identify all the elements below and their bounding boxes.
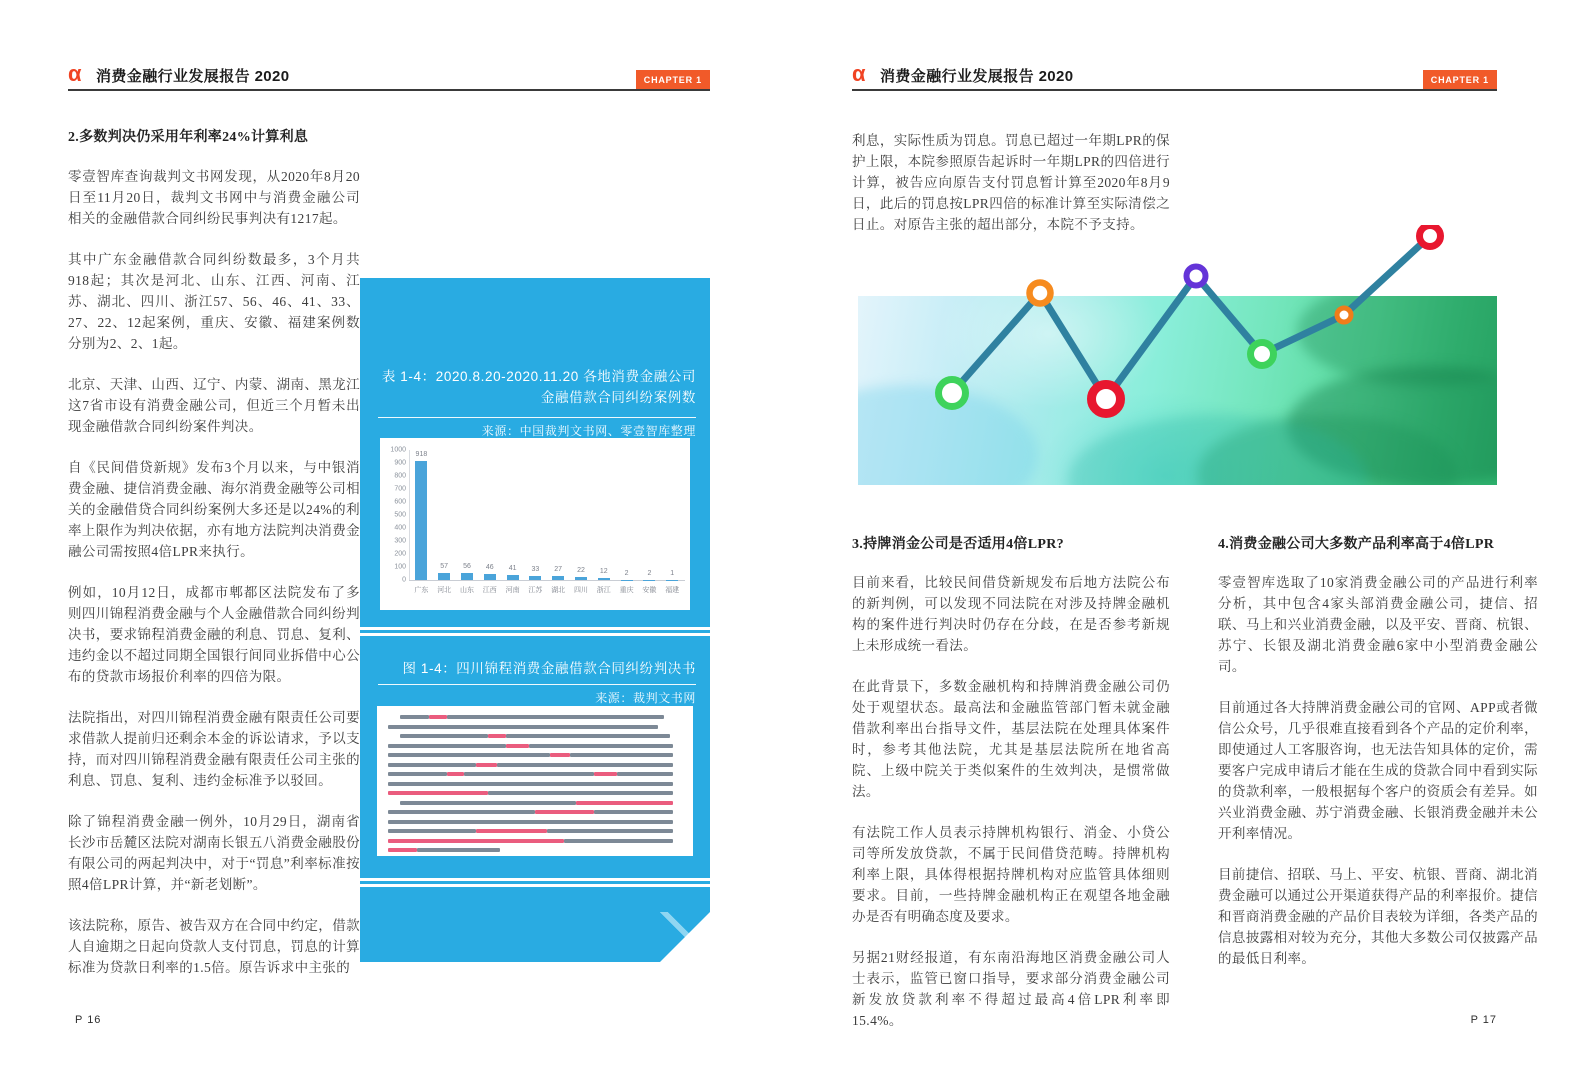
bar-category-label: 广东 [414, 587, 429, 594]
bar-category-label: 四川 [574, 587, 588, 594]
bar [529, 576, 541, 580]
section4-paragraphs [1218, 572, 1538, 969]
bar-value-label: 22 [577, 567, 585, 575]
bar-chart [380, 438, 690, 610]
page-header-right [852, 61, 1497, 91]
paragraph: 自《民间借贷新规》发布3个月以来，与中银消费金融、捷信消费金融、海尔消费金融等公司相关的金融借贷合同纠纷案例大多还是以24%的利率上限作为判决依据，亦有地方法院判决消费金融公司需按照4倍LPR来执行。 [68, 460, 360, 559]
doc-text-line [388, 715, 682, 719]
bar-value-label: 57 [440, 562, 449, 570]
bar-category-label: 河北 [437, 587, 452, 594]
bar-category-label: 山东 [460, 587, 474, 594]
decorative-line-chart [858, 225, 1497, 485]
data-point-marker [1337, 308, 1351, 322]
report-title: 消费金融行业发展报告 2020 [96, 68, 290, 85]
paragraph: 法院指出，对四川锦程消费金融有限责任公司要求借款人提前归还剩余本金的诉讼请求，予以支持，而对四川锦程消费金融有限责任公司主张的利息、罚息、复利、违约金标准予以驳回。 [68, 710, 360, 788]
report-title: 消费金融行业发展报告 2020 [880, 68, 1074, 85]
doc-text-line [388, 791, 682, 795]
doc-text-line [388, 801, 682, 805]
bar-value-label: 12 [599, 568, 608, 576]
paragraph: 该法院称，原告、被告双方在合同中约定，借款人自逾期之日起向贷款人支付罚息，罚息的计算标准为贷款日利率的1.5倍。原告诉求中主张的 [68, 918, 360, 975]
y-axis-tick: 900 [394, 459, 406, 467]
section4-heading: 4.消费金融公司大多数产品利率高于4倍LPR [1218, 537, 1495, 552]
top-paragraph: 利息，实际性质为罚息。罚息已超过一年期LPR的保护上限，本院参照原告起诉时一年期LPR的四倍进行计算，被告应向原告支付罚息暂计算至2020年8月9日，此后的罚息按LPR四倍的标准计算至实际清偿之日止。对原告主张的超出部分，本院不予支持。 [852, 133, 1170, 232]
doc-text-line [388, 820, 682, 824]
y-axis-tick: 700 [394, 485, 406, 493]
doc-text-line [388, 734, 682, 738]
bar-category-label: 重庆 [619, 587, 634, 594]
paragraph: 在此背景下，多数金融机构和持牌消费金融公司仍处于观望状态。最高法和金融监管部门暂未就金融借款利率出台指导文件，基层法院在处理具体案件时，参考其他法院，尤其是基层法院所在地省高院、上级中院关于类似案件的生效判决，是惯常做法。 [852, 679, 1170, 799]
figure-1-4-source: 来源：裁判文书网 [595, 691, 696, 705]
y-axis-tick: 800 [394, 472, 406, 480]
y-axis-tick: 200 [394, 550, 406, 558]
data-point-marker [939, 380, 966, 407]
bar-category-label: 浙江 [596, 587, 611, 594]
section3-paragraphs [852, 572, 1170, 1031]
divider-line [378, 417, 696, 418]
bar-category-label: 江苏 [528, 587, 543, 594]
doc-text-line [388, 829, 682, 833]
section2-heading: 2.多数判决仍采用年利率24%计算利息 [68, 130, 309, 145]
paragraph: 零壹智库选取了10家消费金融公司的产品进行利率分析，其中包含4家头部消费金融公司，捷信、招联、马上和兴业消费金融，以及平安、晋商、杭银、苏宁、长银及湖北消费金融6家中小型消费金融公司。 [1218, 575, 1538, 674]
chapter-badge: CHAPTER 1 [636, 70, 710, 89]
bar [438, 573, 450, 580]
bar [598, 578, 610, 580]
doc-text-line [388, 772, 682, 776]
y-axis-tick: 100 [394, 563, 406, 571]
bar [575, 577, 587, 580]
chapter-badge: CHAPTER 1 [1423, 70, 1497, 89]
section3-column [852, 533, 1170, 1051]
page-number-left: P 16 [75, 1014, 102, 1026]
bar [415, 461, 427, 580]
bar-category-label: 安徽 [642, 587, 657, 594]
doc-text-line [388, 839, 682, 843]
info-panel [360, 278, 710, 962]
y-axis-tick: 500 [394, 511, 406, 519]
data-point-marker [1251, 343, 1274, 366]
bar-value-label: 46 [485, 564, 494, 572]
figure-1-4-title: 图 1-4：四川锦程消费金融借款合同纠纷判决书 [402, 661, 696, 676]
panel-corner-cut [660, 912, 710, 962]
paragraph: 目前捷信、招联、马上、平安、杭银、晋商、湖北消费金融可以通过公开渠道获得产品的利率报价。捷信和晋商消费金融的产品价目表较为详细，各类产品的信息披露相对较为充分，其他大多数公司仅披露产品的最低日利率。 [1218, 867, 1538, 966]
divider-line [378, 684, 696, 685]
section4-column [1218, 533, 1538, 989]
x-axis-line [409, 580, 685, 581]
brand-logo-icon: α [68, 61, 82, 86]
section3-heading: 3.持牌消金公司是否适用4倍LPR? [852, 537, 1064, 552]
data-point-marker [1187, 267, 1206, 286]
data-point-marker [1092, 385, 1121, 414]
doc-text-line [388, 753, 682, 757]
bar-category-label: 河南 [505, 587, 520, 594]
bar [461, 573, 473, 580]
bar-value-label: 918 [415, 450, 428, 458]
bar-value-label: 33 [531, 565, 540, 573]
double-divider [360, 627, 710, 636]
y-axis-tick: 1000 [390, 446, 406, 454]
bar [484, 574, 496, 580]
bar-value-label: 1 [670, 569, 675, 577]
bar [552, 576, 564, 580]
data-point-marker [1030, 283, 1051, 304]
double-divider [360, 878, 710, 887]
y-axis-tick: 300 [394, 537, 406, 545]
bar-category-label: 江西 [482, 587, 497, 594]
bar [507, 575, 519, 580]
paragraph: 另据21财经报道，有东南沿海地区消费金融公司人士表示，监管已窗口指导，要求部分消费金融公司新发放贷款利率不得超过最高4倍LPR利率即15.4%。 [852, 950, 1170, 1028]
paragraph: 目前通过各大持牌消费金融公司的官网、APP或者微信公众号，几乎很难直接看到各个产品的定价利率，即使通过人工客服咨询，也无法告知具体的定价，需要客户完成申请后才能在生成的贷款合同中看到实际的贷款利率，一般根据每个客户的资质会有差异。如兴业消费金融、苏宁消费金融、长银消费金融并未公开利率情况。 [1218, 700, 1538, 841]
doc-text-line [388, 848, 682, 852]
paragraph: 除了锦程消费金融一例外，10月29日，湖南省长沙市岳麓区法院对湖南长银五八消费金融股份有限公司的两起判决中，对于“罚息”利率标准按照4倍LPR计算，并“新老划断”。 [68, 814, 360, 892]
y-axis-line [409, 450, 410, 580]
bar-value-label: 27 [554, 566, 563, 574]
brand-logo-icon: α [852, 61, 866, 86]
table-1-4-source: 来源：中国裁判文书网、零壹智库整理 [481, 424, 696, 438]
left-column-paragraphs [68, 166, 360, 998]
table-1-4-title: 表 1-4：2020.8.20-2020.11.20 各地消费金融公司金融借款合同纠纷案例数 [381, 369, 696, 405]
y-axis-tick: 0 [402, 576, 406, 584]
y-axis-tick: 600 [394, 498, 406, 506]
paragraph: 目前来看，比较民间借贷新规发布后地方法院公布的新判例，可以发现不同法院在对涉及持牌金融机构的案件进行判决时仍存在分歧，在是否参考新规上未形成统一看法。 [852, 575, 1170, 653]
data-point-marker [1420, 226, 1441, 247]
doc-text-line [388, 810, 682, 814]
judgment-doc-preview [377, 706, 693, 856]
bar-value-label: 2 [624, 569, 629, 577]
doc-text-line [388, 725, 682, 729]
doc-text-line [388, 782, 682, 786]
doc-text-line [388, 763, 682, 767]
paragraph: 北京、天津、山西、辽宁、内蒙、湖南、黑龙江这7省市设有消费金融公司，但近三个月暂未出现金融借款合同纠纷案件判决。 [68, 377, 360, 434]
page-number-right: P 17 [1470, 1014, 1497, 1026]
page-header-left [68, 61, 710, 91]
paragraph: 其中广东金融借款合同纠纷数最多，3个月共918起；其次是河北、山东、江西、河南、江苏、湖北、四川、浙江57、56、46、41、33、27、22、12起案例，重庆、安徽、福建案例数分别为2、2、1起。 [68, 252, 360, 351]
paragraph: 零壹智库查询裁判文书网发现，从2020年8月20日至11月20日，裁判文书网中与消费金融公司相关的金融借款合同纠纷民事判决有1217起。 [68, 169, 360, 226]
y-axis-tick: 400 [394, 524, 406, 532]
bar-value-label: 41 [508, 564, 517, 572]
bar-category-label: 福建 [665, 587, 680, 594]
paragraph: 例如，10月12日，成都市郫都区法院发布了多则四川锦程消费金融与个人金融借款合同纠纷判决书，要求锦程消费金融的利息、罚息、复利、违约金以不超过同期全国银行间同业拆借中心公布的贷款市场报价利率的四倍为限。 [68, 585, 360, 684]
bar-value-label: 2 [647, 569, 652, 577]
hero-image [858, 225, 1497, 485]
bar-value-label: 56 [463, 562, 471, 570]
doc-text-line [388, 744, 682, 748]
paragraph: 有法院工作人员表示持牌机构银行、消金、小贷公司等所发放贷款，不属于民间借贷范畴。持牌机构利率上限，具体得根据持牌机构对应监管具体细则要求。目前，一些持牌金融机构正在观望各地金融办是否有明确态度及要求。 [852, 825, 1170, 924]
bar-category-label: 湖北 [551, 587, 566, 594]
